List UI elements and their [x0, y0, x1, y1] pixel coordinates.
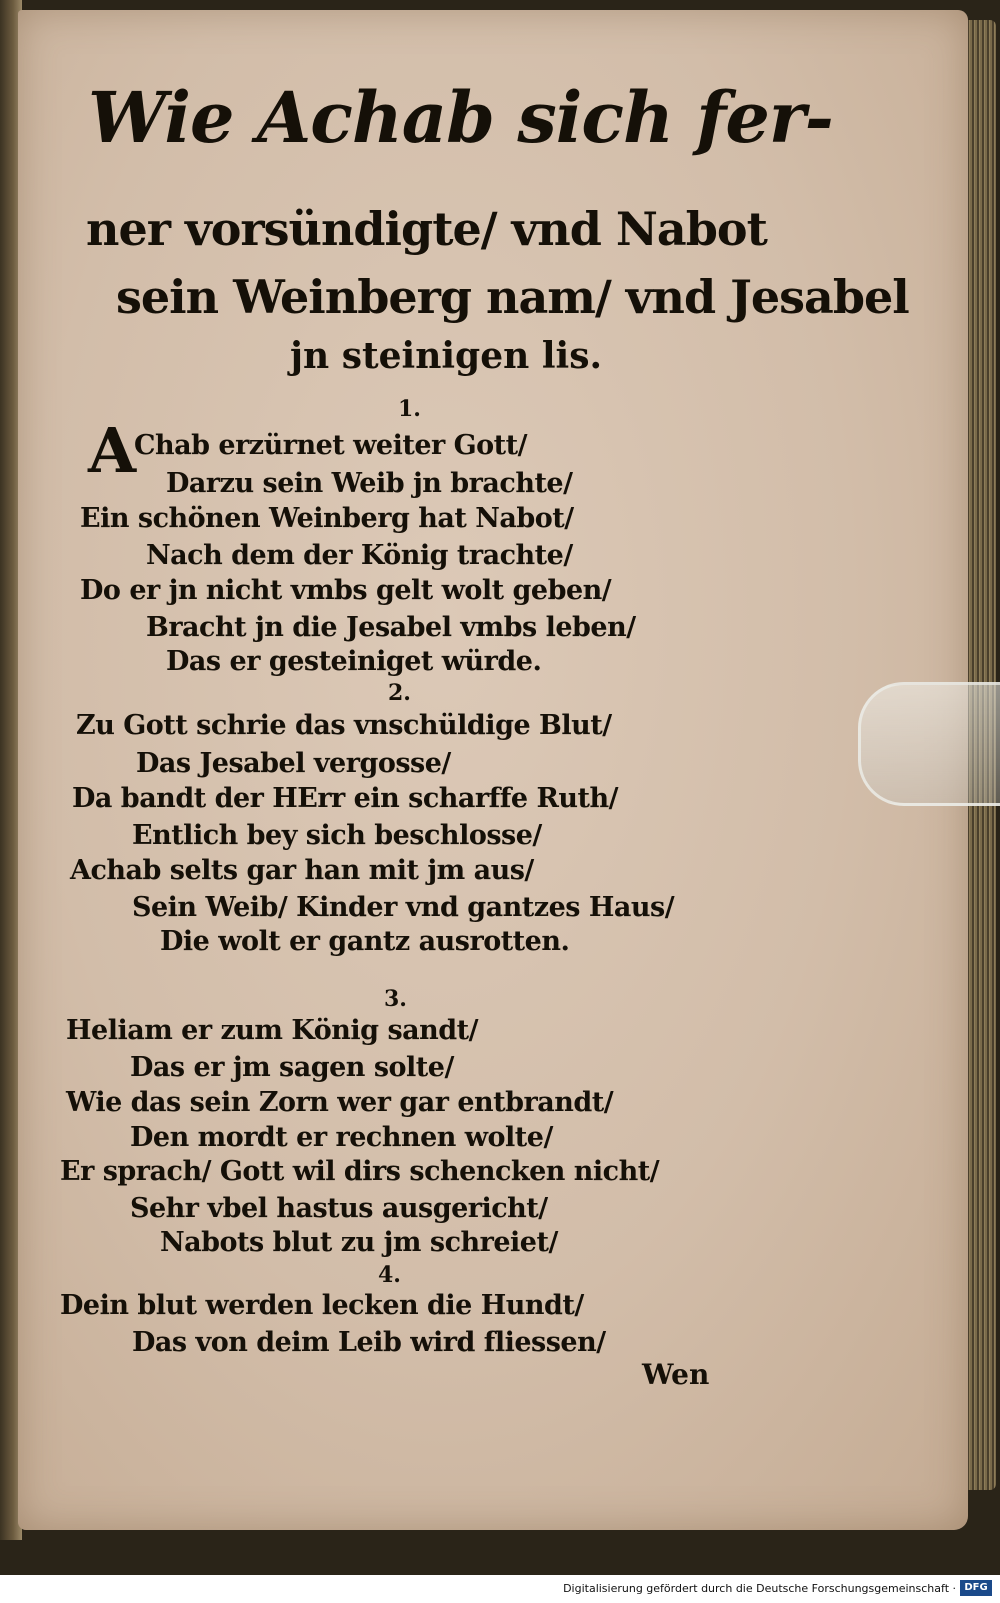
stanza-3-line-5: Er sprach/ Gott wil dirs schencken nicht/	[60, 1156, 660, 1187]
stanza-1-line-5: Do er jn nicht vmbs gelt wolt geben/	[80, 575, 612, 606]
stanza-1-line-4: Nach dem der König trachte/	[146, 540, 573, 571]
stanza-1-line-7: Das er gesteiniget würde.	[166, 646, 542, 677]
stanza-3-line-1: Heliam er zum König sandt/	[66, 1015, 478, 1046]
page-clip	[858, 682, 1000, 806]
stanza-2-line-5: Achab selts gar han mit jm aus/	[70, 855, 534, 886]
stanza-2-number: 2.	[388, 680, 411, 706]
title-line-3: sein Weinberg nam/ vnd Jesabel	[116, 270, 909, 324]
funding-credit: Digitalisierung gefördert durch die Deutsche Forschungsgemeinschaft ·	[563, 1582, 956, 1595]
stanza-1-line-2: Darzu sein Weib jn brachte/	[166, 468, 573, 499]
title-line-2: ner vorsündigte/ vnd Nabot	[86, 202, 767, 256]
stanza-4-line-2: Das von deim Leib wird fliessen/	[132, 1327, 606, 1358]
stanza-4-line-1: Dein blut werden lecken die Hundt/	[60, 1290, 584, 1321]
stanza-2-line-2: Das Jesabel vergosse/	[136, 748, 451, 779]
title-line-1: Wie Achab sich fer-	[88, 76, 833, 159]
stanza-2-line-4: Entlich bey sich beschlosse/	[132, 820, 542, 851]
stanza-3-line-3: Wie das sein Zorn wer gar entbrandt/	[66, 1087, 614, 1118]
stanza-2-line-1: Zu Gott schrie das vnschüldige Blut/	[76, 710, 612, 741]
stanza-1-line-6: Bracht jn die Jesabel vmbs leben/	[146, 612, 636, 643]
stanza-1-line-3: Ein schönen Weinberg hat Nabot/	[80, 503, 574, 534]
stanza-3-number: 3.	[384, 986, 407, 1012]
stanza-3-line-4: Den mordt er rechnen wolte/	[130, 1122, 553, 1153]
stanza-1-line-1: Chab erzürnet weiter Gott/	[134, 430, 527, 461]
stanza-2-line-7: Die wolt er gantz ausrotten.	[160, 926, 570, 957]
stanza-1-number: 1.	[398, 396, 421, 422]
dfg-logo: DFG	[960, 1580, 992, 1596]
catchword: Wen	[642, 1358, 710, 1391]
stanza-2-line-6: Sein Weib/ Kinder vnd gantzes Haus/	[132, 892, 675, 923]
title-line-4: jn steinigen lis.	[290, 335, 602, 377]
stanza-3-line-6: Sehr vbel hastus ausgericht/	[130, 1193, 548, 1224]
stanza-3-line-2: Das er jm sagen solte/	[130, 1052, 454, 1083]
stanza-4-number: 4.	[378, 1262, 401, 1288]
stanza-3-line-7: Nabots blut zu jm schreiet/	[160, 1227, 558, 1258]
drop-cap: A	[88, 414, 137, 487]
stanza-2-line-3: Da bandt der HErr ein scharffe Ruth/	[72, 783, 618, 814]
